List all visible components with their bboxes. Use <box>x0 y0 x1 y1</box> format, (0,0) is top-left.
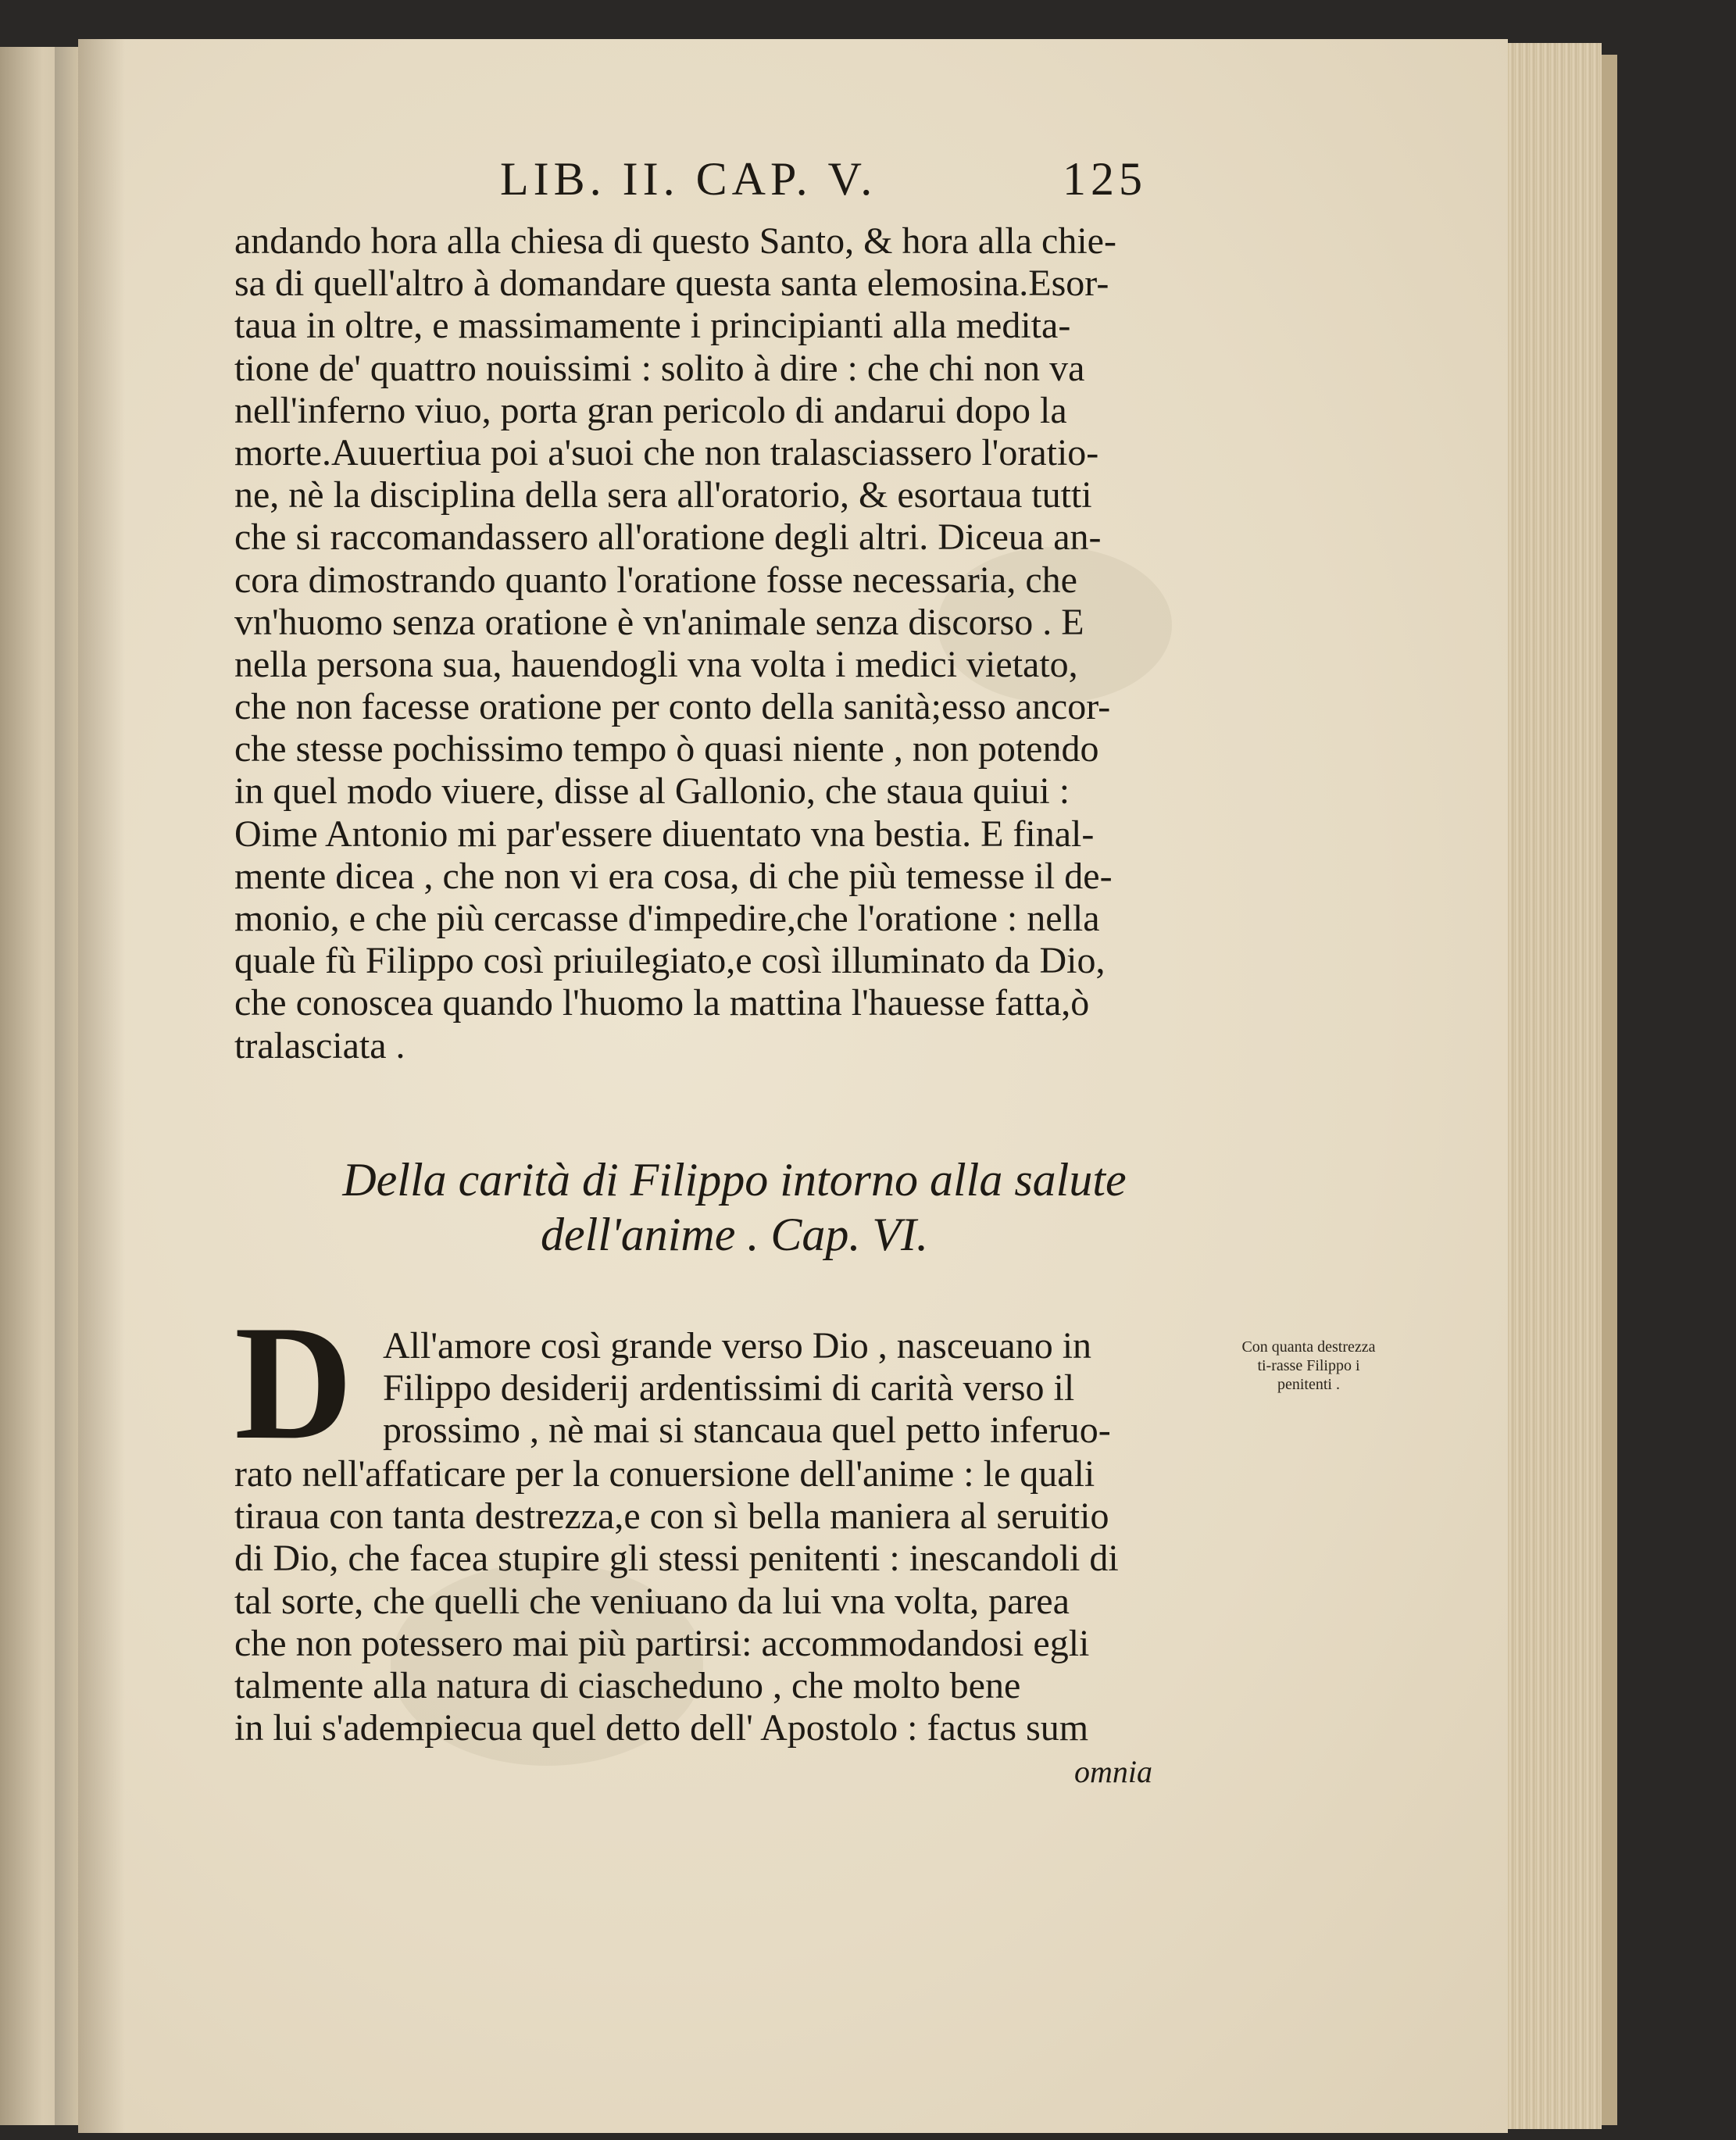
running-title: LIB. II. CAP. V. <box>500 153 877 205</box>
text-line: che non potessero mai più partirsi: accommodandosi egli <box>234 1622 1090 1664</box>
text-line: andando hora alla chiesa di questo Santo, & hora alla chie- <box>234 220 1116 262</box>
text-line: Oime Antonio mi par'essere diuentato vna bestia. E final- <box>234 813 1095 855</box>
text-line: sa di quell'altro à domandare questa santa elemosina.Esor- <box>234 263 1109 305</box>
paragraph-2 <box>234 1453 1219 1749</box>
text-line: in quel modo viuere, disse al Gallonio, che staua quiui : <box>234 770 1070 813</box>
text-line: taua in oltre, e massimamente i principianti alla medita- <box>234 305 1071 347</box>
text-line: All'amore così grande verso Dio , nasceuano in <box>383 1325 1092 1367</box>
left-page-shadow <box>55 47 78 2125</box>
chapter-title-line: dell'anime . Cap. VI. <box>540 1209 929 1260</box>
text-line: tralasciata . <box>234 1024 405 1066</box>
drop-cap: D <box>234 1292 353 1474</box>
text-line: rato nell'affaticare per la conuersione dell'anime : le quali <box>234 1453 1095 1495</box>
chapter-title-line: Della carità di Filippo intorno alla salute <box>342 1154 1127 1206</box>
text-line: prossimo , nè mai si stancaua quel petto inferuo- <box>383 1409 1111 1452</box>
page-number: 125 <box>1063 153 1147 205</box>
text-line: tione de' quattro nouissimi : solito à dire : che chi non va <box>234 347 1085 389</box>
text-line: in lui s'adempiecua quel detto dell' Apostolo : factus sum <box>234 1707 1089 1749</box>
catchword: omnia <box>1074 1754 1152 1789</box>
text-line: nella persona sua, hauendogli vna volta i medici vietato, <box>234 643 1078 685</box>
text-line: tal sorte, che quelli che veniuano da lui vna volta, parea <box>234 1580 1070 1622</box>
text-line: quale fù Filippo così priuilegiato,e così illuminato da Dio, <box>234 940 1106 982</box>
text-line: cora dimostrando quanto l'oratione fosse necessaria, che <box>234 559 1077 601</box>
running-header <box>500 152 1172 207</box>
text-line: che si raccomandassero all'oratione degli altri. Diceua an- <box>234 516 1102 559</box>
text-line: monio, e che più cercasse d'impedire,che l'oratione : nella <box>234 898 1100 939</box>
text-line: morte.Auuertiua poi a'suoi che non tralasciassero l'oratio- <box>234 431 1099 473</box>
gutter-shadow <box>78 39 125 2133</box>
text-line: mente dicea , che non vi era cosa, di che più temesse il de- <box>234 855 1113 897</box>
paragraph-2-indented <box>383 1325 1219 1452</box>
page-fore-edge <box>1508 43 1602 2129</box>
book-cover-edge <box>1602 55 1617 2125</box>
chapter-title <box>258 1152 1211 1262</box>
margin-note: Con quanta destrezza ti-rasse Filippo i penitenti . <box>1241 1338 1376 1393</box>
text-line: talmente alla natura di ciascheduno , che molto bene <box>234 1664 1021 1706</box>
text-line: di Dio, che facea stupire gli stessi penitenti : inescandoli di <box>234 1538 1119 1580</box>
text-line: che stesse pochissimo tempo ò quasi niente , non potendo <box>234 728 1099 770</box>
text-line: ne, nè la disciplina della sera all'oratorio, & esortaua tutti <box>234 474 1092 516</box>
text-line: nell'inferno viuo, porta gran pericolo di andarui dopo la <box>234 389 1067 431</box>
text-line: che conoscea quando l'huomo la mattina l'hauesse fatta,ò <box>234 982 1090 1024</box>
text-line: Filippo desiderij ardentissimi di carità verso il <box>383 1367 1075 1409</box>
paragraph-1 <box>234 220 1219 1067</box>
text-line: che non facesse oratione per conto della sanità;esso ancor- <box>234 686 1111 728</box>
text-line: vn'huomo senza oratione è vn'animale senza discorso . E <box>234 601 1084 643</box>
text-line: tiraua con tanta destrezza,e con sì bella maniera al seruitio <box>234 1495 1109 1538</box>
